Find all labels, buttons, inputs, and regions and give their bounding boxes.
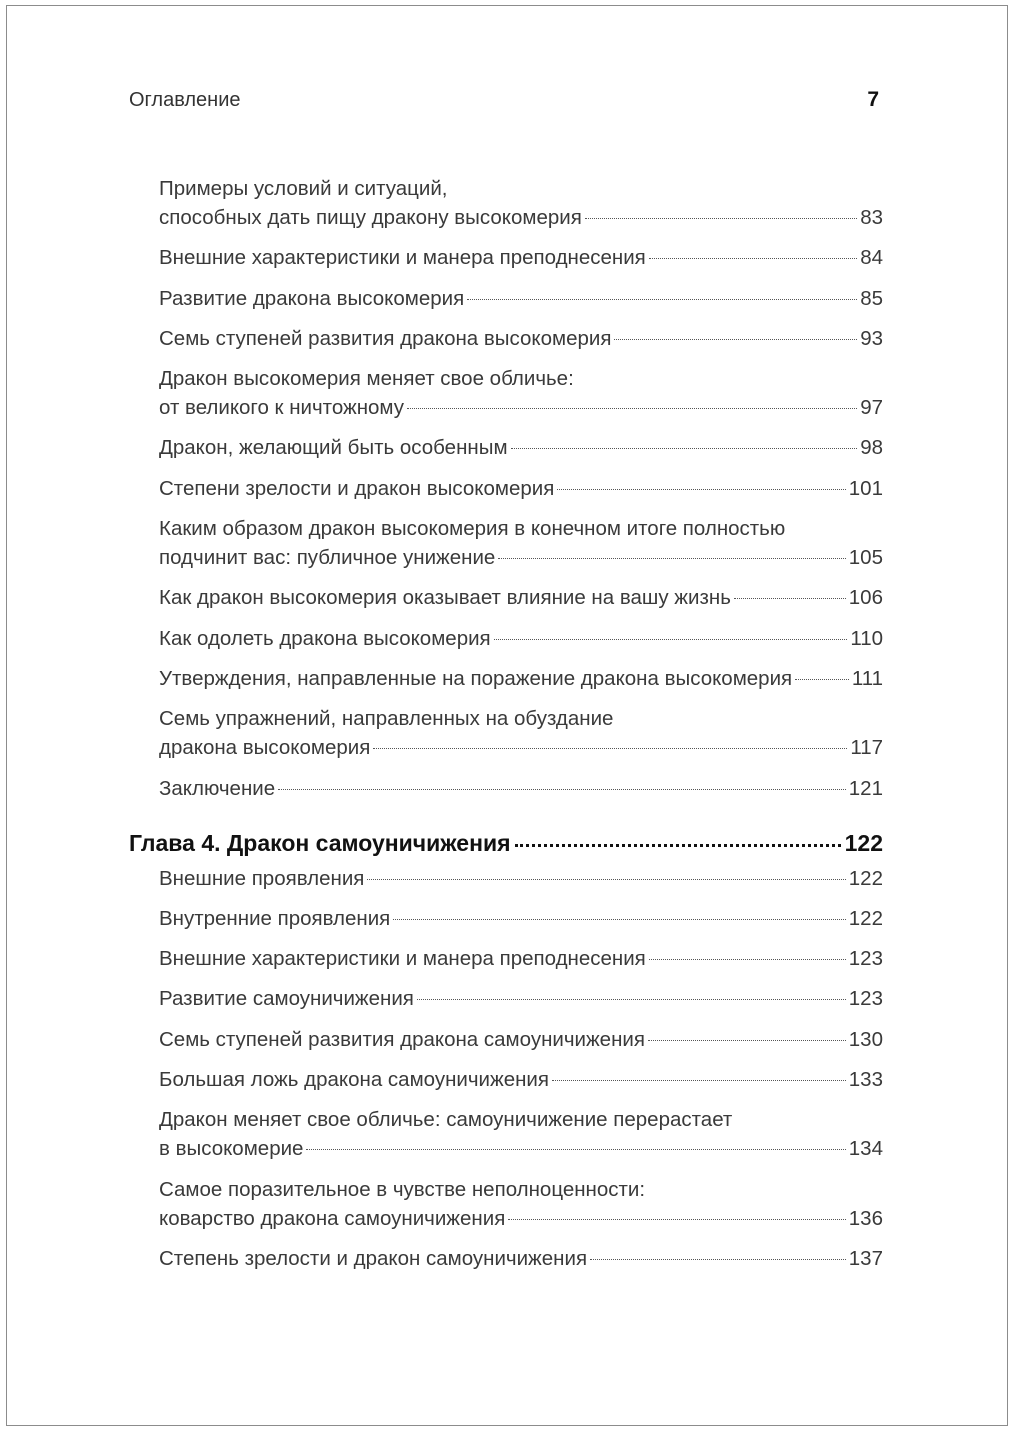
toc-entry[interactable]: [129, 664, 883, 693]
toc-entry-title-line1: Дракон меняет свое обличье: самоуничижение перерастает: [159, 1108, 733, 1132]
running-head: [129, 88, 879, 112]
toc-entry-page: 133: [848, 1068, 883, 1092]
toc-entry[interactable]: [129, 324, 883, 353]
dot-leader: [306, 1149, 845, 1150]
dot-leader: [367, 879, 845, 880]
dot-leader: [552, 1080, 846, 1081]
toc-entry[interactable]: [129, 864, 883, 893]
toc-entry-page: 83: [860, 206, 883, 229]
toc-entry-page: 106: [848, 586, 883, 610]
toc-entry-page: 123: [848, 947, 883, 971]
dot-leader: [795, 679, 849, 680]
toc-entry[interactable]: [129, 1065, 883, 1094]
toc-entry-title-line1: Самое поразительное в чувстве неполноценности:: [159, 1177, 646, 1201]
toc-entry-title: Семь ступеней развития дракона самоуничижения: [159, 1027, 645, 1051]
toc-entry-title: Степень зрелости и дракон самоуничижения: [159, 1246, 588, 1270]
toc-entry-title: Внешние характеристики и манера преподнесения: [159, 947, 646, 971]
toc-entry-page: 123: [848, 987, 883, 1011]
toc-entry[interactable]: [129, 364, 883, 422]
toc-entry-title: подчинит вас: публичное унижение: [159, 546, 496, 570]
chapter-title: Глава 4. Дракон самоуничижения: [129, 829, 511, 856]
dot-leader: [494, 639, 848, 640]
toc-chapter-4[interactable]: [129, 828, 883, 858]
toc-entry-title: от великого к ничтожному: [159, 396, 405, 420]
toc-entry-title: Заключение: [159, 776, 276, 800]
toc-entry[interactable]: [129, 904, 883, 933]
toc-entry-title-line1: Каким образом дракон высокомерия в конечном итоге полностью: [159, 517, 786, 541]
toc-entry-page: 85: [860, 286, 883, 310]
toc-entry-page: 137: [848, 1246, 883, 1270]
toc-entry-title: Внутренние проявления: [159, 906, 391, 930]
toc-section-dragon-arrogance: [129, 174, 883, 803]
toc-entry-title-line1: Примеры условий и ситуаций,: [159, 177, 448, 200]
book-page: [6, 5, 1008, 1426]
toc-entry[interactable]: [129, 583, 883, 612]
dot-leader: [648, 1040, 846, 1041]
dot-leader: [417, 999, 846, 1000]
toc-entry-title: Развитие дракона высокомерия: [159, 286, 465, 310]
toc-entry-page: 136: [848, 1206, 883, 1230]
toc-entry[interactable]: [129, 944, 883, 973]
toc-entry-page: 134: [848, 1137, 883, 1161]
running-title: Оглавление: [129, 89, 241, 111]
toc-entry-title: Развитие самоуничижения: [159, 987, 414, 1011]
toc-entry-page: 122: [848, 866, 883, 890]
toc-entry-page: 97: [860, 396, 883, 420]
dot-leader: [649, 258, 857, 259]
dot-leader: [467, 299, 857, 300]
toc-entry-title: в высокомерие: [159, 1137, 304, 1161]
toc-entry-title: Внешние характеристики и манера преподнесения: [159, 246, 646, 270]
toc-entry-page: 98: [860, 436, 883, 460]
toc-entry[interactable]: [129, 474, 883, 503]
toc-entry-page: 110: [850, 626, 883, 650]
dot-leader: [407, 408, 857, 409]
dot-leader: [278, 789, 846, 790]
toc-entry-title: дракона высокомерия: [159, 736, 371, 760]
toc-entry-title-line1: Семь упражнений, направленных на обуздание: [159, 707, 614, 731]
toc-entry[interactable]: [129, 433, 883, 462]
toc-entry-title-line1: Дракон высокомерия меняет свое обличье:: [159, 367, 574, 391]
toc-entry[interactable]: [129, 1105, 883, 1163]
toc-entry-title: Как дракон высокомерия оказывает влияние на вашу жизнь: [159, 586, 731, 610]
toc-entry-page: 121: [848, 776, 883, 800]
toc-entry-title: Степени зрелости и дракон высокомерия: [159, 476, 555, 500]
dot-leader: [498, 558, 845, 559]
toc-entry[interactable]: [129, 1244, 883, 1273]
toc-entry-page: 122: [848, 906, 883, 930]
dot-leader: [614, 339, 857, 340]
toc-entry-title: Дракон, желающий быть особенным: [159, 436, 508, 460]
dot-leader: [508, 1219, 845, 1220]
dot-leader: [734, 598, 846, 599]
toc-entry[interactable]: [129, 514, 883, 572]
toc-entry-page: 111: [851, 666, 883, 690]
toc-entry-page: 84: [860, 246, 883, 270]
toc-entry-title: Семь ступеней развития дракона высокомерия: [159, 326, 612, 350]
toc-entry[interactable]: [129, 704, 883, 762]
toc-entry-title: коварство дракона самоуничижения: [159, 1206, 506, 1230]
dot-leader: [515, 844, 841, 847]
dot-leader: [557, 489, 845, 490]
toc-entry[interactable]: [129, 284, 883, 313]
toc-entry-title: Большая ложь дракона самоуничижения: [159, 1068, 549, 1092]
toc-entry-page: 130: [848, 1027, 883, 1051]
toc-entry[interactable]: [129, 174, 883, 232]
toc-entry-page: 93: [860, 326, 883, 350]
dot-leader: [590, 1259, 846, 1260]
dot-leader: [373, 748, 847, 749]
chapter-page: 122: [844, 829, 883, 856]
dot-leader: [393, 919, 845, 920]
toc-entry-title: Как одолеть дракона высокомерия: [159, 626, 491, 650]
dot-leader: [649, 959, 846, 960]
toc-entry[interactable]: [129, 984, 883, 1013]
toc-entry[interactable]: [129, 624, 883, 653]
toc-entry-page: 105: [848, 546, 883, 570]
toc-entry-page: 101: [848, 476, 883, 500]
toc-entry[interactable]: [129, 243, 883, 272]
toc-entry-page: 117: [850, 736, 883, 760]
toc-section-dragon-self-deprecation: [129, 864, 883, 1273]
toc-entry[interactable]: [129, 774, 883, 803]
toc-entry-title: Внешние проявления: [159, 866, 365, 890]
toc-entry-title: способных дать пищу дракону высокомерия: [159, 206, 582, 229]
table-of-contents: [129, 174, 883, 1284]
toc-entry[interactable]: [129, 1025, 883, 1054]
dot-leader: [511, 448, 858, 449]
dot-leader: [585, 218, 857, 219]
toc-entry-title: Утверждения, направленные на поражение дракона высокомерия: [159, 666, 793, 690]
page-number: 7: [867, 88, 879, 111]
toc-entry[interactable]: [129, 1175, 883, 1233]
